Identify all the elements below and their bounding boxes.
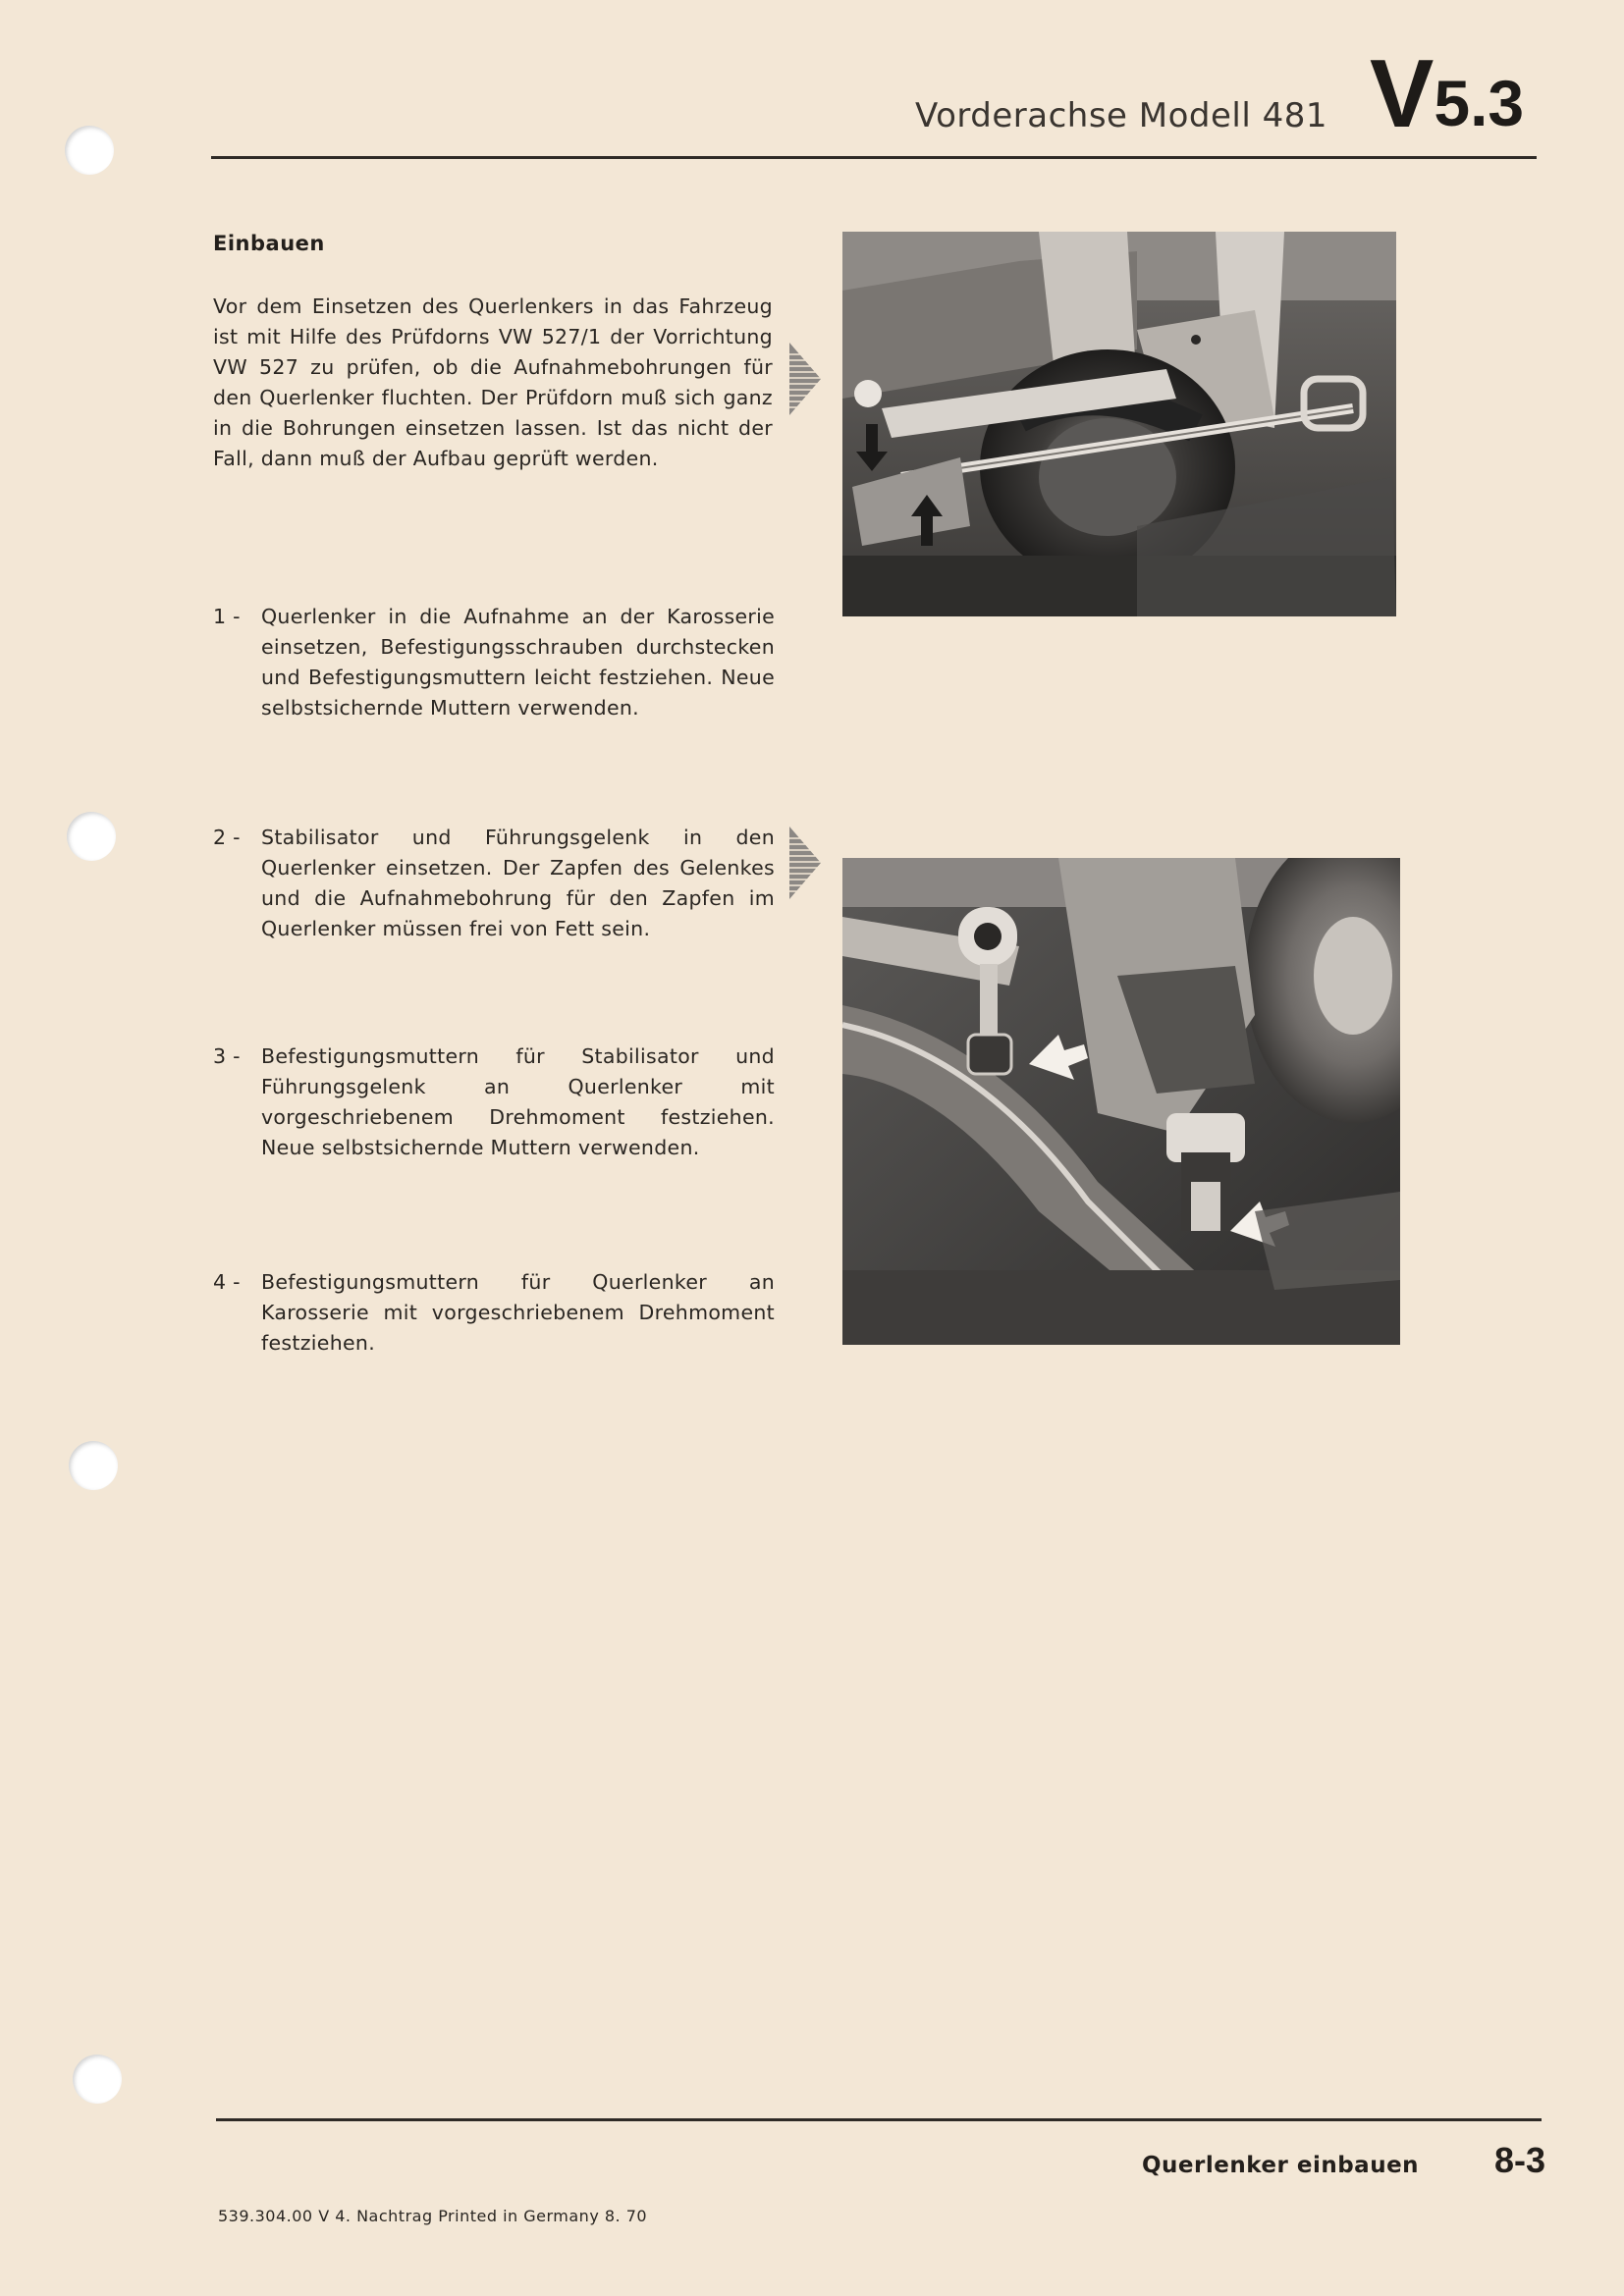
photo-control-arm-nuts [842, 858, 1400, 1345]
step-number: 3 - [213, 1044, 241, 1068]
section-heading: Einbauen [213, 232, 325, 255]
pointer-arrow-icon [787, 341, 823, 417]
pointer-arrow-icon [787, 825, 823, 901]
step-2 [213, 823, 775, 944]
punch-hole-2 [67, 812, 116, 861]
footer-rule [216, 2118, 1542, 2121]
punch-hole-3 [69, 1441, 118, 1490]
header-title: Vorderachse Modell 481 [914, 96, 1327, 135]
footer-title: Querlenker einbauen [1142, 2153, 1420, 2178]
step-text: Querlenker in die Aufnahme an der Karosserie einsetzen, Befestigungsschrauben durchstecken und Befestigungsmuttern leicht festziehen. Neue selbstsichernde Muttern verwenden. [261, 605, 775, 720]
step-text: Befestigungsmuttern für Querlenker an Karosserie mit vorgeschriebenem Drehmoment festziehen. [261, 1270, 775, 1355]
step-1 [213, 602, 775, 723]
step-3 [213, 1041, 775, 1163]
intro-paragraph: Vor dem Einsetzen des Querlenkers in das Fahrzeug ist mit Hilfe des Prüfdorns VW 527/1 der Vorrichtung VW 527 zu prüfen, ob die Aufnahmebohrungen für den Querlenker fluchten. Der Prüfdorn muß sich ganz in die Bohrungen einsetzen lassen. Ist das nicht der Fall, dann muß der Aufbau geprüft werden. [213, 294, 773, 470]
step-4 [213, 1267, 775, 1359]
punch-hole-1 [65, 126, 114, 175]
section-code-letter: V [1370, 39, 1435, 147]
step-number: 2 - [213, 826, 241, 849]
step-text: Stabilisator und Führungsgelenk in den Querlenker einsetzen. Der Zapfen des Gelenkes und die Aufnahmebohrung für den Zapfen im Querlenker müssen frei von Fett sein. [261, 826, 775, 940]
section-code [1370, 39, 1524, 147]
section-code-number: 5.3 [1434, 67, 1525, 139]
step-number: 1 - [213, 605, 241, 628]
page-number: 8-3 [1494, 2140, 1546, 2180]
punch-hole-4 [73, 2055, 122, 2104]
step-number: 4 - [213, 1270, 241, 1294]
photo-test-mandrel [842, 232, 1396, 616]
header-rule [211, 156, 1537, 159]
print-code: 539.304.00 V 4. Nachtrag Printed in Germany 8. 70 [218, 2207, 648, 2225]
step-text: Befestigungsmuttern für Stabilisator und Führungsgelenk an Querlenker mit vorgeschriebenem Drehmoment festziehen. Neue selbstsichernde Muttern verwenden. [261, 1044, 775, 1159]
